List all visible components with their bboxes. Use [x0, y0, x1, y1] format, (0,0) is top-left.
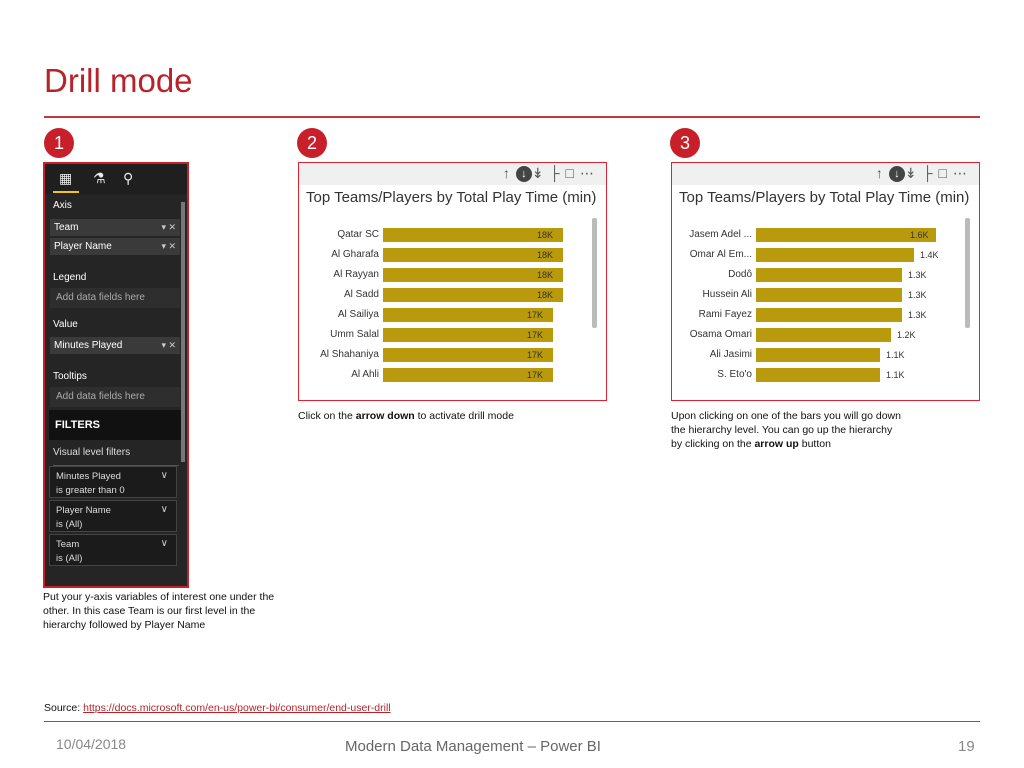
- tooltips-label: Tooltips: [53, 371, 87, 382]
- category-label: Ali Jasimi: [709, 349, 752, 360]
- data-label: 1.1K: [886, 370, 905, 380]
- data-label: 17K: [527, 370, 544, 380]
- category-label: S. Eto'o: [717, 369, 752, 380]
- fields-pane-screenshot: [43, 162, 189, 588]
- bar[interactable]: [756, 348, 880, 362]
- more-options-icon[interactable]: ⋯: [580, 165, 600, 181]
- visual-before-drill: [298, 162, 607, 401]
- caption-step-2: Click on the arrow down to activate drill mode: [298, 410, 514, 422]
- page-number: 19: [958, 738, 975, 755]
- data-label: 1.6K: [910, 230, 929, 240]
- category-label: Al Shahaniya: [320, 349, 379, 360]
- bar[interactable]: [756, 308, 902, 322]
- bar[interactable]: [756, 268, 902, 282]
- step-badge-1: 1: [44, 128, 74, 158]
- bar[interactable]: [756, 228, 936, 242]
- source-line: Source: https://docs.microsoft.com/en-us/power-bi/consumer/end-user-drill: [44, 702, 391, 714]
- bar-row[interactable]: [299, 225, 606, 245]
- visual-level-filters-label: Visual level filters: [53, 440, 179, 466]
- drill-down-icon[interactable]: ↓: [889, 166, 905, 182]
- pane-scrollbar[interactable]: [181, 202, 185, 462]
- category-label: Al Gharafa: [331, 249, 379, 260]
- tooltips-drop-zone[interactable]: Add data fields here: [50, 387, 180, 407]
- bar-row[interactable]: [672, 265, 979, 285]
- axis-label: Axis: [53, 200, 72, 211]
- category-label: Umm Salal: [330, 329, 379, 340]
- bar-row[interactable]: [672, 325, 979, 345]
- data-label: 18K: [537, 270, 554, 280]
- footer-divider: [44, 721, 980, 722]
- hierarchy-icon[interactable]: ├: [922, 165, 939, 181]
- drill-up-icon[interactable]: ↑: [875, 165, 889, 181]
- bar-row[interactable]: [672, 285, 979, 305]
- data-label: 18K: [537, 250, 554, 260]
- category-label: Al Ahli: [351, 369, 379, 380]
- title-divider: [44, 116, 980, 118]
- bar-row[interactable]: [672, 225, 979, 245]
- category-label: Jasem Adel ...: [689, 229, 752, 240]
- data-label: 17K: [527, 330, 544, 340]
- category-label: Rami Fayez: [698, 309, 752, 320]
- data-label: 17K: [527, 310, 544, 320]
- data-label: 18K: [537, 290, 554, 300]
- visual-after-drill: [671, 162, 980, 401]
- slide-footer: Modern Data Management – Power BI: [345, 738, 601, 755]
- filters-header: FILTERS: [49, 410, 182, 440]
- slide-date: 10/04/2018: [56, 736, 127, 752]
- category-label: Qatar SC: [337, 229, 379, 240]
- visual-title: Top Teams/Players by Total Play Time (min): [306, 189, 597, 206]
- source-link[interactable]: https://docs.microsoft.com/en-us/power-bi/consumer/end-user-drill: [83, 702, 391, 714]
- legend-label: Legend: [53, 272, 87, 283]
- category-label: Al Sadd: [343, 289, 379, 300]
- visual-header: [299, 163, 606, 185]
- data-label: 18K: [537, 230, 554, 240]
- data-label: 17K: [527, 350, 544, 360]
- value-label: Value: [53, 319, 78, 330]
- category-label: Osama Omari: [689, 329, 752, 340]
- axis-field-team[interactable]: Team ▾ ✕: [50, 219, 180, 236]
- bar[interactable]: [756, 368, 880, 382]
- bar[interactable]: [756, 248, 914, 262]
- bar-row[interactable]: [299, 365, 606, 385]
- step-badge-2: 2: [297, 128, 327, 158]
- filter-card-team[interactable]: Team is (All) ∨: [49, 534, 177, 566]
- bar-row[interactable]: [672, 365, 979, 385]
- expand-all-icon[interactable]: ↡: [904, 165, 923, 181]
- category-label: Dodô: [728, 269, 752, 280]
- visual-title: Top Teams/Players by Total Play Time (min): [679, 189, 970, 206]
- bar-row[interactable]: [299, 285, 606, 305]
- bar-row[interactable]: [299, 265, 606, 285]
- pane-toolbar: [45, 164, 187, 194]
- data-label: 1.1K: [886, 350, 905, 360]
- legend-drop-zone[interactable]: Add data fields here: [50, 288, 180, 308]
- chevron-down-icon[interactable]: ∨: [160, 504, 168, 515]
- bar[interactable]: [756, 288, 902, 302]
- visual-scrollbar[interactable]: [592, 218, 597, 328]
- bar[interactable]: [383, 268, 563, 282]
- category-label: Hussein Ali: [702, 289, 752, 300]
- value-field-minutes-played[interactable]: Minutes Played ▾ ✕: [50, 337, 180, 354]
- category-label: Omar Al Em...: [689, 249, 752, 260]
- field-controls-icon[interactable]: ▾ ✕: [161, 340, 176, 350]
- caption-step-3: Upon clicking on one of the bars you will go down the hierarchy level. You can go up the hierarchy by clicking on the arrow up button: [671, 410, 901, 450]
- field-controls-icon[interactable]: ▾ ✕: [161, 222, 176, 232]
- field-controls-icon[interactable]: ▾ ✕: [161, 241, 176, 251]
- axis-field-player-name[interactable]: Player Name ▾ ✕: [50, 238, 180, 255]
- analytics-icon[interactable]: ⚲: [123, 170, 134, 186]
- expand-all-icon[interactable]: ↡: [531, 165, 550, 181]
- bar-row[interactable]: [299, 345, 606, 365]
- bar-row[interactable]: [672, 345, 979, 365]
- data-label: 1.4K: [920, 250, 939, 260]
- chevron-down-icon[interactable]: ∨: [160, 470, 168, 481]
- drill-up-icon[interactable]: ↑: [502, 165, 516, 181]
- slide-title: Drill mode: [44, 62, 193, 99]
- bar-row[interactable]: [299, 245, 606, 265]
- bar[interactable]: [383, 288, 563, 302]
- chevron-down-icon[interactable]: ∨: [160, 538, 168, 549]
- filter-card-minutes-played[interactable]: Minutes Played is greater than 0 ∨: [49, 466, 177, 498]
- bar[interactable]: [383, 248, 563, 262]
- data-label: 1.2K: [897, 330, 916, 340]
- more-options-icon[interactable]: ⋯: [953, 165, 973, 181]
- visual-scrollbar[interactable]: [965, 218, 970, 328]
- filter-card-player-name[interactable]: Player Name is (All) ∨: [49, 500, 177, 532]
- category-label: Al Rayyan: [333, 269, 379, 280]
- visual-header: [672, 163, 979, 185]
- bar-row[interactable]: [672, 245, 979, 265]
- fields-icon[interactable]: ▦: [59, 170, 73, 186]
- bar[interactable]: [756, 328, 891, 342]
- focus-mode-icon[interactable]: □: [565, 165, 580, 181]
- active-tab-indicator: [53, 191, 79, 193]
- bar-row[interactable]: [299, 325, 606, 345]
- bar-row[interactable]: [672, 305, 979, 325]
- bar-row[interactable]: [299, 305, 606, 325]
- bar[interactable]: [383, 228, 563, 242]
- drill-down-icon[interactable]: ↓: [516, 166, 532, 182]
- format-paint-icon[interactable]: ⚗: [93, 170, 106, 186]
- data-label: 1.3K: [908, 270, 927, 280]
- data-label: 1.3K: [908, 310, 927, 320]
- category-label: Al Sailiya: [337, 309, 379, 320]
- caption-step-1: Put your y-axis variables of interest one under the other. In this case Team is our first level in the hierarchy followed by Player Name: [43, 591, 275, 631]
- step-badge-3: 3: [670, 128, 700, 158]
- hierarchy-icon[interactable]: ├: [549, 165, 566, 181]
- data-label: 1.3K: [908, 290, 927, 300]
- focus-mode-icon[interactable]: □: [938, 165, 953, 181]
